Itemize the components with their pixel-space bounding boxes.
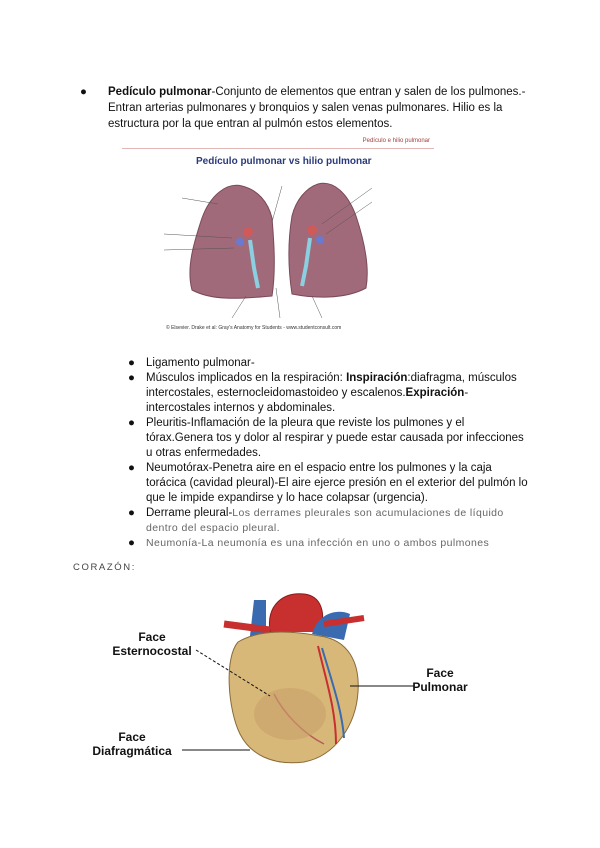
leader-line — [276, 288, 280, 318]
list-item-bold-term: Expiración — [405, 387, 465, 399]
respiration-sub-list — [128, 356, 528, 551]
list-item-text: -intercostales internos y abdominales. — [146, 387, 469, 414]
bullet-dot: ● — [128, 537, 135, 549]
pediculo-definition: -Conjunto de elementos que entran y salen de los pulmones.- Entran arterias pulmonares y bronquios y salen venas pulmonares. Hilio es la estructura por la que entran al pulmón estos elementos. — [108, 86, 526, 130]
bullet-dot: ● — [128, 372, 135, 384]
section-heading-corazon: CORAZÓN: — [73, 562, 136, 573]
list-item — [128, 536, 528, 551]
label-line: Pulmonar — [412, 680, 468, 694]
label-line: Face — [118, 730, 146, 744]
lung-figure-top-caption: Pedículo e hilio pulmonar — [362, 138, 430, 144]
bullet-dot: ● — [128, 507, 135, 519]
leader-line — [312, 296, 322, 318]
list-item-text: Derrame pleural- — [146, 507, 233, 519]
label-line: Esternocostal — [112, 644, 192, 658]
label-face-diafragmatica — [76, 730, 188, 758]
list-item-text: :diafragma, músculos intercostales, esternocleidomastoideo y escalenos. — [146, 372, 517, 399]
lung-figure — [122, 138, 434, 336]
list-item — [128, 506, 528, 536]
bullet-dot: ● — [128, 462, 135, 474]
bullet-dot: ● — [80, 86, 87, 98]
pediculo-term: Pedículo pulmonar — [108, 86, 212, 98]
aorta — [269, 594, 322, 632]
ventricle-shading — [254, 688, 326, 740]
lung-figure-credit: © Elsevier. Drake et al: Gray's Anatomy for Students - www.studentconsult.com — [166, 325, 342, 331]
list-item-text: Músculos implicados en la respiración: — [146, 372, 347, 384]
heart-figure — [74, 584, 494, 776]
right-lung — [289, 183, 367, 297]
bullet-dot: ● — [128, 357, 135, 369]
list-item — [128, 416, 528, 461]
list-item-bold-term: Inspiración — [346, 372, 408, 384]
leader-line — [232, 296, 246, 318]
bullet-dot: ● — [128, 417, 135, 429]
label-face-esternocostal — [96, 630, 208, 658]
pediculo-bullet — [80, 84, 526, 132]
pediculo-text — [108, 84, 526, 132]
lung-illustration — [122, 138, 434, 336]
list-item — [128, 356, 528, 371]
right-hilum-vessel — [307, 225, 317, 235]
left-lung — [190, 185, 274, 298]
lung-figure-title: Pedículo pulmonar vs hilio pulmonar — [196, 156, 372, 167]
list-item-text: Neumotórax-Penetra aire en el espacio entre los pulmones y la caja torácica (cavidad pleural)-El aire ejerce presión en el exterior del pulmón lo que le impide expandirse y lo hace colapsar (urgencia). — [146, 462, 528, 504]
list-item-text: Pleuritis-Inflamación de la pleura que reviste los pulmones y el tórax.Genera tos y dolor al respirar y puede estar causada por infecciones u otras enfermedades. — [146, 417, 524, 459]
label-line: Face — [138, 630, 166, 644]
right-hilum-vessel — [316, 236, 324, 244]
left-hilum-vessel — [236, 238, 244, 246]
left-hilum-vessel — [243, 227, 253, 237]
list-item — [128, 461, 528, 506]
leader-line — [272, 186, 282, 222]
label-face-pulmonar — [400, 666, 480, 694]
label-line: Diafragmática — [92, 744, 172, 758]
list-item-text: Ligamento pulmonar- — [146, 357, 255, 369]
label-line: Face — [426, 666, 454, 680]
list-item-text: Neumonía-La neumonía es una infección en uno o ambos pulmones — [146, 537, 490, 549]
list-item — [128, 371, 528, 416]
list-item-text: Los derrames pleurales son acumulaciones de líquido dentro del espacio pleural. — [146, 507, 504, 534]
